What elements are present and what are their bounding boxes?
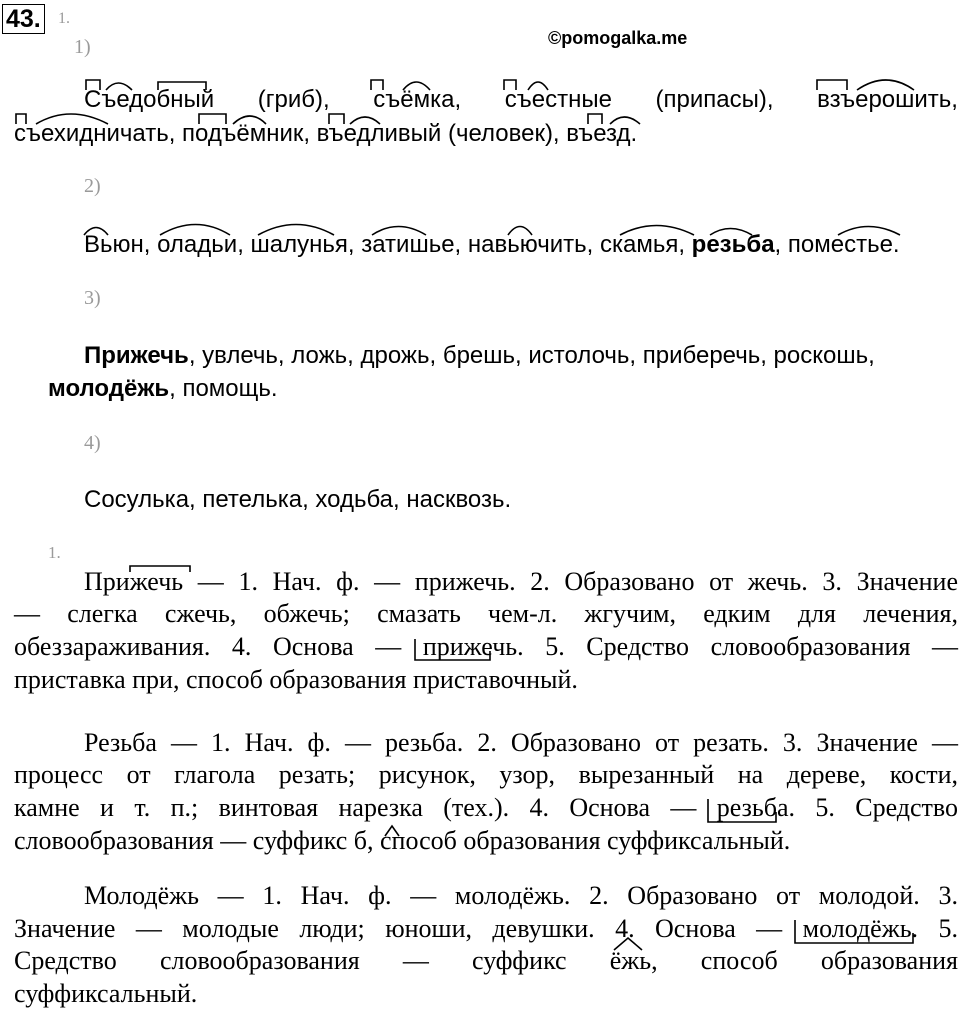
p2-line-4: словообразования — суффикс б, способ образования суффиксальный. xyxy=(14,826,791,855)
section-4-label: 4) xyxy=(84,432,101,454)
p3-line-1: Молодёжь — 1. Нач. ф. — молодёжь. 2. Образовано от молодой. 3. xyxy=(84,881,958,910)
analysis-label: 1. xyxy=(48,543,61,562)
watermark: ©pomogalka.me xyxy=(548,28,688,48)
section-3-bold-word-2: молодёжь xyxy=(48,375,170,402)
section-1-label: 1) xyxy=(74,36,91,58)
section-3-line-2 xyxy=(48,375,278,403)
section-3-line-1-rest: , увлечь, ложь, дрожь, брешь, истолочь, приберечь, роскошь, xyxy=(188,342,875,369)
section-2-words: Вьюн, оладьи, шалунья, затишье, навьючить, скамья, xyxy=(84,231,692,258)
p2-line-2: процесс от глагола резать; рисунок, узор, вырезанный на дереве, кости, xyxy=(14,760,958,789)
p1-line-2: — слегка сжечь, обжечь; смазать чем-л. жгучим, едким для лечения, xyxy=(14,599,958,628)
section-3-line-2-rest: , помощь. xyxy=(169,375,278,402)
word-sedobny: Съедобный xyxy=(84,86,215,113)
section-3-line-1 xyxy=(84,342,875,370)
p3-line-4: суффиксальный. xyxy=(14,979,198,1008)
exercise-number: 43. xyxy=(2,4,45,34)
p1-line-1: Прижечь — 1. Нач. ф. — прижечь. 2. Образовано от жечь. 3. Значение xyxy=(84,567,958,596)
word-sestnye: съестные xyxy=(504,86,612,113)
word-grib: (гриб), xyxy=(257,86,330,113)
p3-line-2: Значение — молодые люди; юноши, девушки. 4. Основа — молодёжь. 5. xyxy=(14,914,958,943)
word-semka: съёмка, xyxy=(373,86,462,113)
p1-line-4: приставка при, способ образования приставочный. xyxy=(14,665,578,694)
section-3-bold-word-1: Прижечь xyxy=(84,342,189,369)
section-2-label: 2) xyxy=(84,175,101,197)
word-pripasy: (припасы), xyxy=(655,86,774,113)
p3-line-3: Средство словообразования — суффикс ёжь, способ образования xyxy=(14,946,958,975)
section-4-text: Сосулька, петелька, ходьба, насквозь. xyxy=(84,486,512,513)
p2-line-1: Резьба — 1. Нач. ф. — резьба. 2. Образовано от резать. 3. Значение — xyxy=(84,728,958,757)
section-1-line-2: съехидничать, подъёмник, въедливый (человек), въезд. xyxy=(14,120,638,147)
section-2-tail: , поместье. xyxy=(774,231,900,258)
section-3-label: 3) xyxy=(84,287,101,309)
word-vzeroshit: взъерошить, xyxy=(817,86,958,113)
sub-number: 1. xyxy=(58,10,70,27)
section-2-bold-word: резьба xyxy=(691,231,775,258)
section-1-line-1 xyxy=(84,86,958,114)
p2-line-3: камне и т. п.; винтовая нарезка (тех.). 4. Основа — резьба. 5. Средство xyxy=(14,793,958,822)
section-2-text xyxy=(84,231,900,259)
p1-line-3: обеззараживания. 4. Основа — прижечь. 5. Средство словообразования — xyxy=(14,632,958,661)
